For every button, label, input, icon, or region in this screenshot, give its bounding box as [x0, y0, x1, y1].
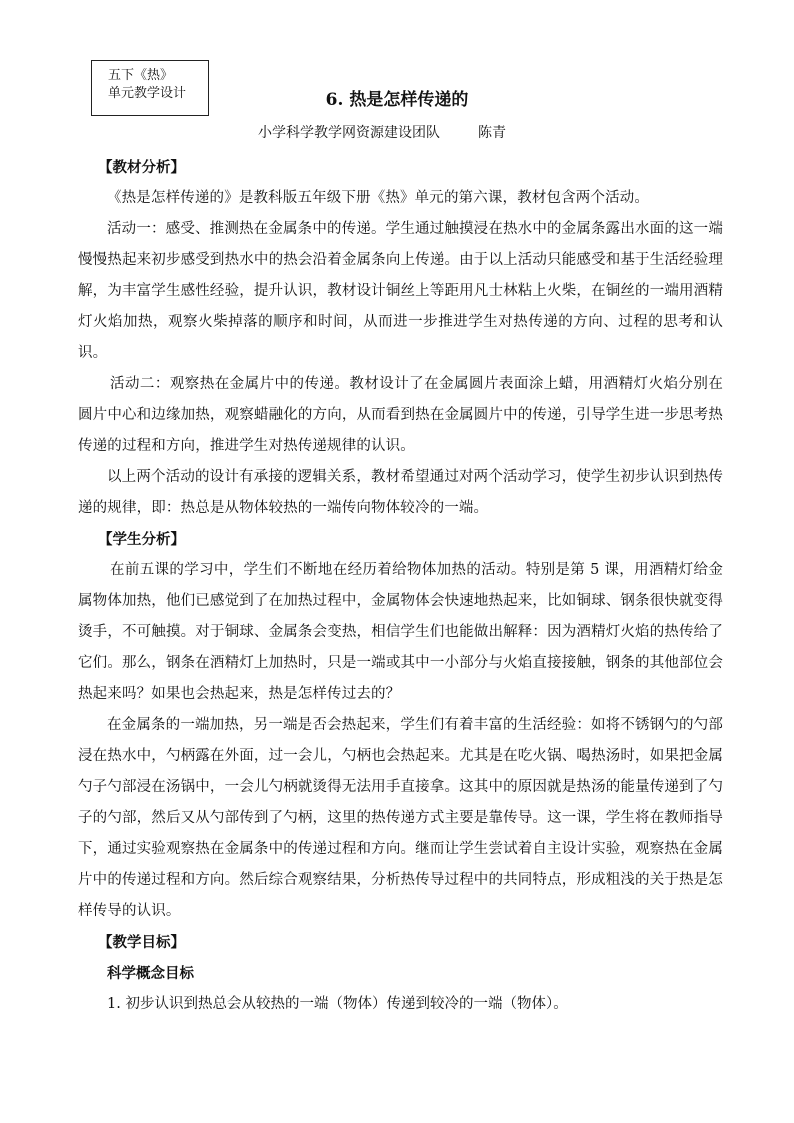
author-team: 小学科学教学网资源建设团队: [258, 125, 440, 141]
materials-para-3: 活动二：观察热在金属片中的传递。教材设计了在金属圆片表面涂上蜡，用酒精灯火焰分别在圆片中心和边缘加热，观察蜡融化的方向，从而看到热在金属圆片中的传递，引导学生进一步思考热传递的过程和方向，推进学生对热传递规律的认识。: [78, 376, 723, 454]
lesson-title-text: 6. 热是怎样传递的: [325, 90, 469, 110]
students-para-2: 在金属条的一端加热，另一端是否会热起来，学生们有着丰富的生活经验：如将不锈钢勺的勺部浸在热水中，勺柄露在外面，过一会儿，勺柄也会热起来。尤其是在吃火锅、喝热汤时，如果把金属勺子勺部浸在汤锅中，一会儿勺柄就烫得无法用手直接拿。这其中的原因就是热汤的能量传递到了勺子的勺部，然后又从勺部传到了勺柄，这里的热传递方式主要是靠传导。这一课，学生将在教师指导下，通过实验观察热在金属条中的传递过程和方向。继而让学生尝试着自主设计实验，观察热在金属片中的传递过程和方向。然后综合观察结果，分析热传导过程中的共同特点，形成粗浅的关于热是怎样传导的认识。: [78, 717, 723, 919]
materials-para-1: 《热是怎样传递的》是教科版五年级下册《热》单元的第六课，教材包含两个活动。: [107, 190, 650, 206]
materials-para-2: 活动一：感受、推测热在金属条中的传递。学生通过触摸浸在热水中的金属条露出水面的这一端慢慢热起来初步感受到热水中的热会沿着金属条向上传递。由于以上活动只能感受和基于生活经验理解，为丰富学生感性经验，提升认识，教材设计铜丝上等距用凡士林粘上火柴，在铜丝的一端用酒精灯火焰加热，观察火柴掉落的顺序和时间，从而进一步推进学生对热传递的方向、过程的思考和认识。: [78, 221, 723, 361]
unit-label-line-2: 单元教学设计: [108, 86, 187, 101]
author-name: 陈青: [478, 125, 506, 141]
document-body: [78, 152, 723, 1020]
materials-para-4: 以上两个活动的设计有承接的逻辑关系，教材希望通过对两个活动学习，使学生初步认识到热传递的规律，即：热总是从物体较热的一端传向物体较冷的一端。: [78, 469, 723, 516]
students-para-1: 在前五课的学习中，学生们不断地在经历着给物体加热的活动。特别是第 5 课，用酒精灯给金属物体加热，他们已感觉到了在加热过程中，金属物体会快速地热起来，比如铜球、钢条很快就变得烫手，不可触摸。对于铜球、金属条会变热，相信学生们也能做出解释：因为酒精灯火焰的热传给了它们。那么，钢条在酒精灯上加热时，只是一端或其中一小部分与火焰直接接触，钢条的其他部位会热起来吗？如果也会热起来，热是怎样传过去的？: [78, 562, 723, 702]
goals-subheading: 科学概念目标: [107, 965, 194, 982]
goals-heading: 【教学目标】: [98, 934, 185, 951]
unit-label-line-1: 五下《热》: [108, 68, 174, 83]
materials-heading: 【教材分析】: [98, 159, 185, 176]
author-line: [258, 122, 506, 142]
lesson-title: [0, 85, 794, 110]
goals-item-1: 1. 初步认识到热总会从较热的一端（物体）传递到较冷的一端（物体）。: [107, 996, 568, 1012]
students-heading: 【学生分析】: [98, 531, 185, 548]
